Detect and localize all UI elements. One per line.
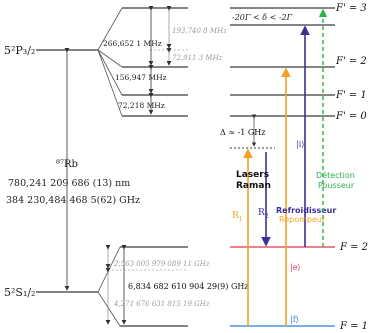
s12-label: 5²S₁/₂: [4, 286, 36, 299]
state-i-label: |i⟩: [296, 140, 305, 149]
p-faint-label-2: 72,911 3 MHz: [172, 54, 223, 62]
p32-fan-line: [98, 50, 122, 67]
s12-fan-line: [98, 247, 120, 292]
r1-label: $R_1$: [232, 211, 243, 223]
wavelength-label: 780,241 209 686 (13) nm: [8, 178, 131, 189]
detection-label-1: Détection: [316, 171, 355, 180]
raman-label-2: Raman: [236, 181, 271, 191]
s-faint-label-2: 4,271 676 631 815 19 GHz: [114, 300, 210, 308]
repumper-label: Repompeur: [279, 215, 326, 224]
p-split-label-2: 156,947 MHz: [115, 73, 167, 82]
detection-label-2: Pousseur: [318, 181, 355, 190]
p32-label: 5²P₃/₂: [4, 44, 36, 57]
label-f2: F = 2: [340, 242, 369, 253]
r2-label: $R_2$: [258, 208, 269, 220]
state-f-label: |f⟩: [290, 315, 299, 324]
state-e-label: |e⟩: [290, 263, 301, 272]
frequency-label: 384 230,484 468 5(62) GHz: [6, 195, 141, 206]
left-panel: [4, 8, 249, 326]
raman-label-1: Lasers: [236, 170, 270, 180]
label-fp2: F' = 2: [336, 56, 367, 67]
p-split-label-3: 72,218 MHz: [118, 101, 165, 110]
isotope-label: ⁸⁷Rb: [56, 159, 78, 170]
s-faint-label-1: 2,563 005 979 089 11 GHz: [114, 260, 210, 268]
p-faint-label-1: 193,740 8 MHz: [172, 27, 227, 35]
s12-fan-line: [98, 292, 120, 326]
label-fp0: F' = 0: [336, 111, 367, 122]
label-fp1: F' = 1: [336, 90, 367, 101]
delta-label: Δ ≈ -1 GHz: [220, 128, 266, 137]
s-split-label: 6,834 682 610 904 29(9) GHz: [128, 282, 249, 291]
cooler-label: Refroidisseur: [276, 206, 337, 215]
label-fp3: F' = 3: [336, 3, 367, 14]
detuning-label: -20Γ < δ < -2Γ: [232, 13, 293, 22]
label-f1: F = 1: [340, 321, 369, 332]
p-split-label-1: 266,652 1 MHz: [103, 39, 162, 48]
